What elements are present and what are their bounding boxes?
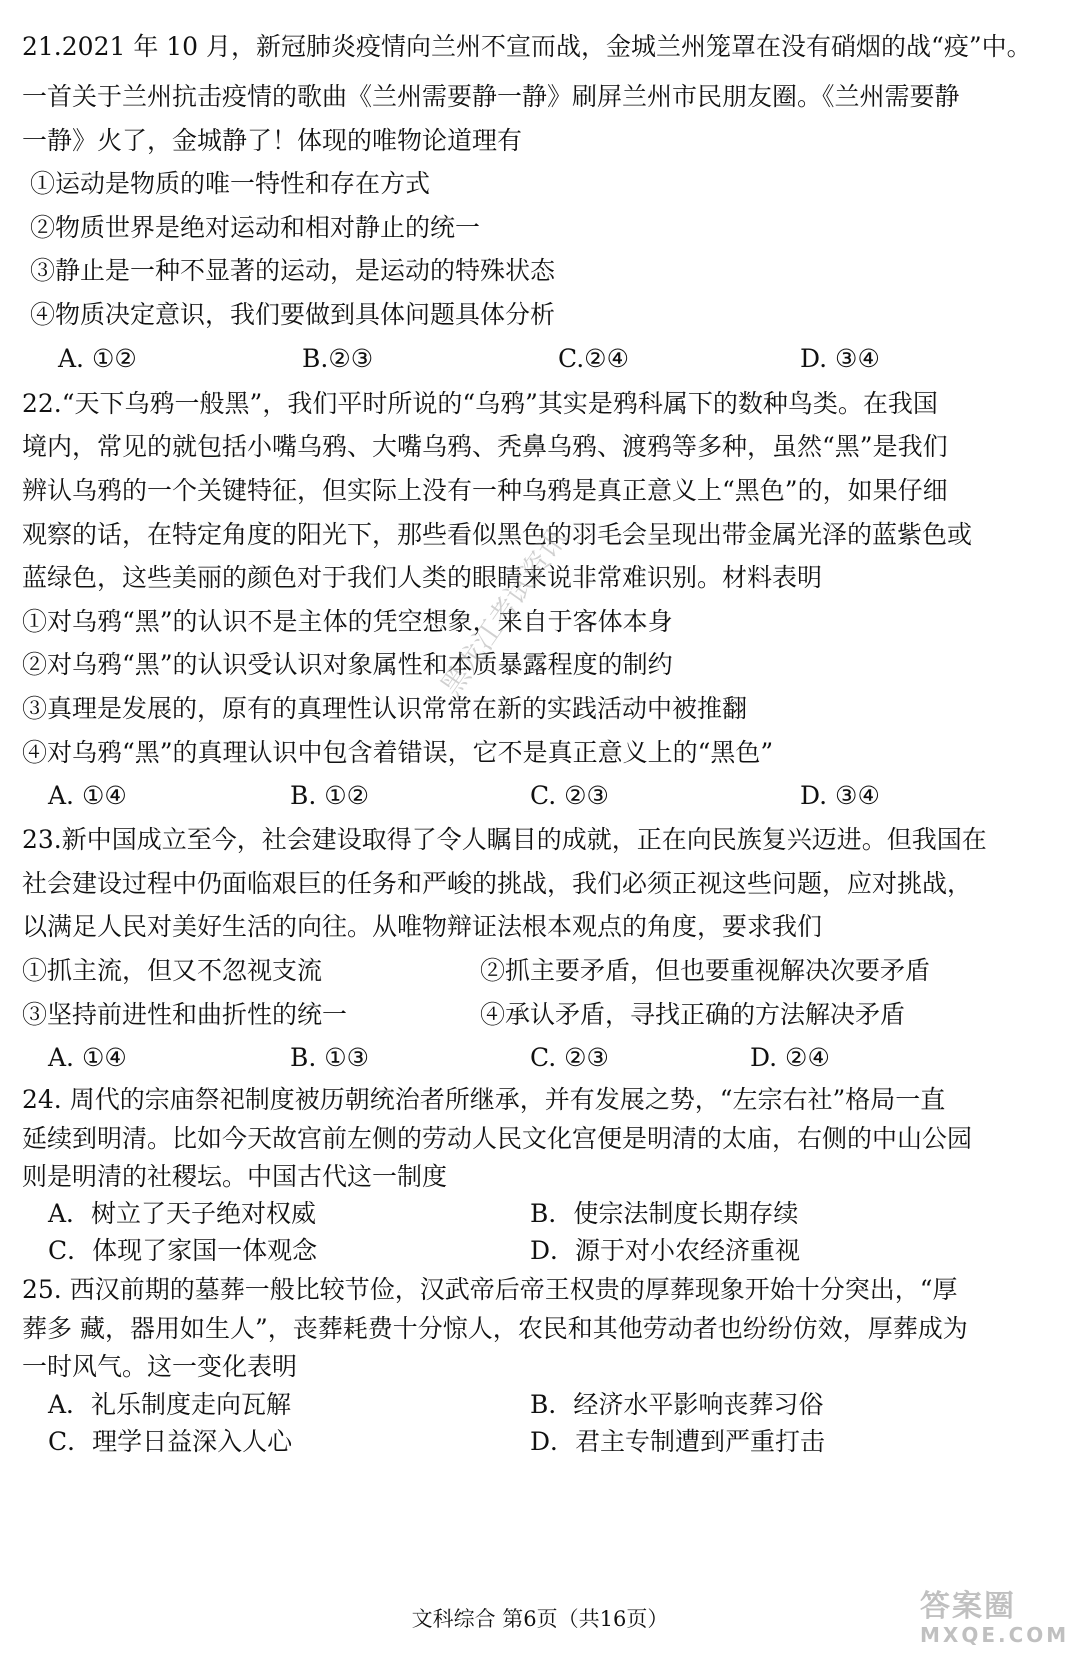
q22-option-a: A. ①④	[48, 781, 127, 810]
q21-item-1: ①运动是物质的唯一特性和存在方式	[30, 169, 431, 198]
page-footer: 文科综合 第6页（共16页）	[411, 1607, 669, 1631]
q24-stem-line-1: 24. 周代的宗庙祭祀制度被历朝统治者所继承，并有发展之势，“左宗右社”格局一直	[22, 1085, 946, 1114]
q23-stem-line-1: 23.新中国成立至今，社会建设取得了令人瞩目的成就，正在向民族复兴迈进。但我国在	[22, 825, 987, 854]
site-logo-title: 答案圈	[920, 1589, 1016, 1624]
q21-item-2: ②物质世界是绝对运动和相对静止的统一	[30, 213, 481, 242]
q25-stem-line-3: 一时风气。这一变化表明	[22, 1352, 298, 1381]
q24-option-b: B．使宗法制度长期存续	[530, 1199, 799, 1228]
q23-item-2: ②抓主要矛盾，但也要重视解决次要矛盾	[480, 956, 931, 985]
q23-option-b: B. ①③	[290, 1043, 370, 1072]
q22-option-c: C. ②③	[530, 781, 609, 810]
q21-item-4: ④物质决定意识，我们要做到具体问题具体分析	[30, 300, 556, 329]
q25-option-c: C．理学日益深入人心	[48, 1427, 293, 1456]
q25-option-a: A．礼乐制度走向瓦解	[48, 1390, 292, 1419]
q23-option-d: D. ②④	[750, 1043, 830, 1072]
q24-option-d: D．源于对小农经济重视	[530, 1236, 801, 1265]
q23-option-a: A. ①④	[48, 1043, 127, 1072]
q21-stem-line-2: 一首关于兰州抗击疫情的歌曲《兰州需要静一静》刷屏兰州市民朋友圈。《兰州需要静	[22, 82, 960, 111]
q23-option-c: C. ②③	[530, 1043, 609, 1072]
q21-stem-line-3: 一静》火了，金城静了！体现的唯物论道理有	[22, 126, 523, 155]
q25-stem-line-1: 25. 西汉前期的墓葬一般比较节俭，汉武帝后帝王权贵的厚葬现象开始十分突出，“厚	[22, 1275, 958, 1304]
q24-option-c: C．体现了家国一体观念	[48, 1236, 318, 1265]
q23-item-1: ①抓主流，但又不忽视支流	[22, 956, 323, 985]
q23-stem-line-3: 以满足人民对美好生活的向往。从唯物辩证法根本观点的角度，要求我们	[22, 912, 823, 941]
q25-option-d: D．君主专制遭到严重打击	[530, 1427, 826, 1456]
q22-item-1: ①对乌鸦“黑”的认识不是主体的凭空想象，来自于客体本身	[22, 607, 673, 636]
q25-option-b: B．经济水平影响丧葬习俗	[530, 1390, 824, 1419]
watermark: 黑龙江考试资讯	[434, 522, 574, 702]
q21-option-c: C.②④	[558, 344, 630, 373]
q22-stem-line-1: 22.“天下乌鸦一般黑”，我们平时所说的“乌鸦”其实是鸦科属下的数种鸟类。在我国	[22, 389, 938, 418]
q22-item-3: ③真理是发展的，原有的真理性认识常常在新的实践活动中被推翻	[22, 694, 748, 723]
q23-item-3: ③坚持前进性和曲折性的统一	[22, 1000, 348, 1029]
q22-stem-line-3: 辨认乌鸦的一个关键特征，但实际上没有一种乌鸦是真正意义上“黑色”的，如果仔细	[22, 476, 948, 505]
q22-stem-line-5: 蓝绿色，这些美丽的颜色对于我们人类的眼睛来说非常难识别。材料表明	[22, 563, 823, 592]
q21-option-b: B.②③	[302, 344, 374, 373]
q22-option-d: D. ③④	[800, 781, 880, 810]
q22-option-b: B. ①②	[290, 781, 370, 810]
q21-option-d: D. ③④	[800, 344, 880, 373]
q23-stem-line-2: 社会建设过程中仍面临艰巨的任务和严峻的挑战，我们必须正视这些问题，应对挑战，	[22, 869, 973, 898]
site-logo-url: MXQE.COM	[920, 1623, 1070, 1647]
q22-item-4: ④对乌鸦“黑”的真理认识中包含着错误，它不是真正意义上的“黑色”	[22, 738, 774, 767]
q24-stem-line-2: 延续到明清。比如今天故宫前左侧的劳动人民文化宫便是明清的太庙，右侧的中山公园	[22, 1124, 973, 1153]
q21-item-3: ③静止是一种不显著的运动，是运动的特殊状态	[30, 256, 556, 285]
site-logo	[920, 1590, 1070, 1650]
q22-stem-line-4: 观察的话，在特定角度的阳光下，那些看似黑色的羽毛会呈现出带金属光泽的蓝紫色或	[22, 520, 973, 549]
q24-stem-line-3: 则是明清的社稷坛。中国古代这一制度	[22, 1162, 448, 1191]
q21-stem-line-1: 21.2021 年 10 月，新冠肺炎疫情向兰州不宣而战，金城兰州笼罩在没有硝烟的战“疫”中。	[22, 32, 1032, 61]
q24-option-a: A．树立了天子绝对权威	[48, 1199, 317, 1228]
q22-item-2: ②对乌鸦“黑”的认识受认识对象属性和本质暴露程度的制约	[22, 650, 673, 679]
q22-stem-line-2: 境内，常见的就包括小嘴乌鸦、大嘴乌鸦、秃鼻乌鸦、渡鸦等多种，虽然“黑”是我们	[22, 432, 948, 461]
q25-stem-line-2: 葬多 藏，器用如生人”，丧葬耗费十分惊人，农民和其他劳动者也纷纷仿效，厚葬成为	[22, 1314, 968, 1343]
q21-option-a: A. ①②	[58, 344, 137, 373]
q23-item-4: ④承认矛盾，寻找正确的方法解决矛盾	[480, 1000, 906, 1029]
